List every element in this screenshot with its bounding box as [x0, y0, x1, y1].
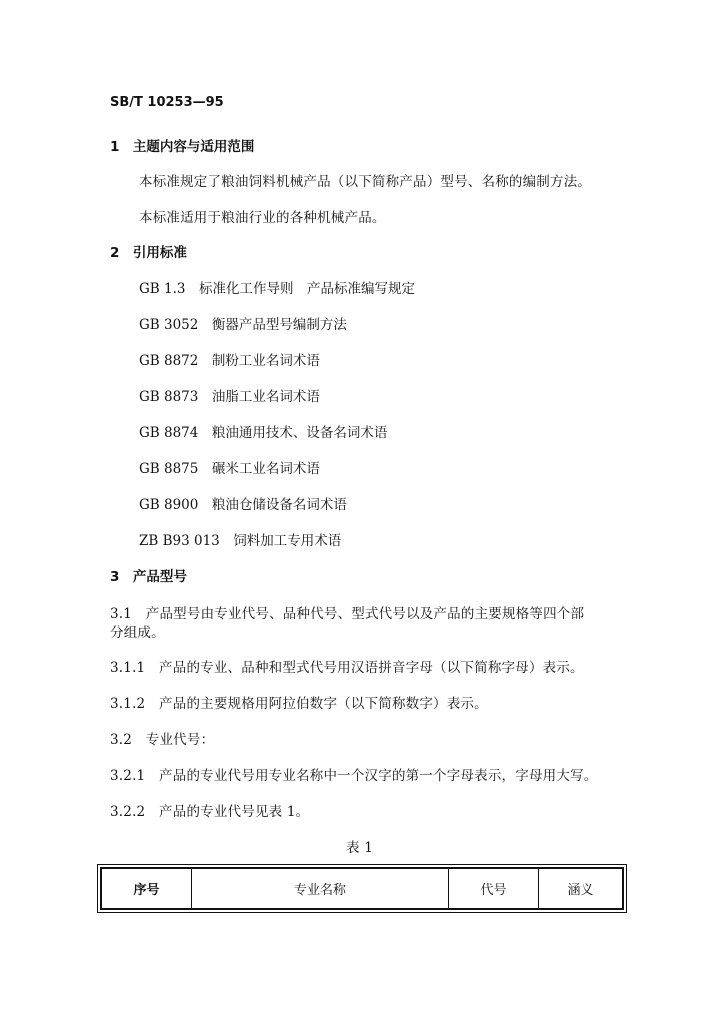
- table-header-row: [101, 868, 623, 909]
- clause-3-2-1: 3.2.1 产品的专业代号用专业名称中一个汉字的第一个字母表示，字母用大写。: [110, 768, 598, 784]
- table-caption: 表 1: [346, 840, 373, 856]
- col-header-index: 序号: [101, 868, 192, 909]
- clause-3-2: 3.2 专业代号：: [110, 732, 215, 748]
- reference-item: GB 8874 粮油通用技术、设备名词术语: [139, 425, 388, 441]
- standard-number: SB/T 10253—95: [110, 95, 224, 110]
- reference-item: GB 1.3 标准化工作导则 产品标准编写规定: [139, 281, 415, 297]
- col-header-meaning: 涵义: [539, 868, 624, 909]
- col-header-name: 专业名称: [192, 868, 449, 909]
- section-1-title: 1 主题内容与适用范围: [110, 139, 255, 155]
- reference-item: GB 3052 衡器产品型号编制方法: [139, 317, 347, 333]
- reference-item: ZB B93 013 饲料加工专用术语: [139, 533, 342, 549]
- reference-item: GB 8872 制粉工业名词术语: [139, 353, 320, 369]
- table-1: [100, 867, 624, 910]
- reference-item: GB 8900 粮油仓储设备名词术语: [139, 497, 347, 513]
- section-3-title: 3 产品型号: [110, 569, 187, 585]
- clause-3-1-1: 3.1.1 产品的专业、品种和型式代号用汉语拼音字母（以下简称字母）表示。: [110, 660, 584, 676]
- col-header-code: 代号: [449, 868, 539, 909]
- clause-3-1-line-2: 分组成。: [110, 625, 165, 641]
- section-1-paragraph-2: 本标准适用于粮油行业的各种机械产品。: [139, 210, 386, 226]
- section-2-title: 2 引用标准: [110, 245, 187, 261]
- section-1-paragraph-1: 本标准规定了粮油饲料机械产品（以下简称产品）型号、名称的编制方法。: [139, 174, 592, 190]
- clause-3-1-line-1: 3.1 产品型号由专业代号、品种代号、型式代号以及产品的主要规格等四个部: [110, 606, 585, 622]
- clause-3-2-2: 3.2.2 产品的专业代号见表 1。: [110, 804, 310, 820]
- clause-3-1-2: 3.1.2 产品的主要规格用阿拉伯数字（以下简称数字）表示。: [110, 696, 488, 712]
- reference-item: GB 8875 碾米工业名词术语: [139, 461, 320, 477]
- reference-item: GB 8873 油脂工业名词术语: [139, 389, 320, 405]
